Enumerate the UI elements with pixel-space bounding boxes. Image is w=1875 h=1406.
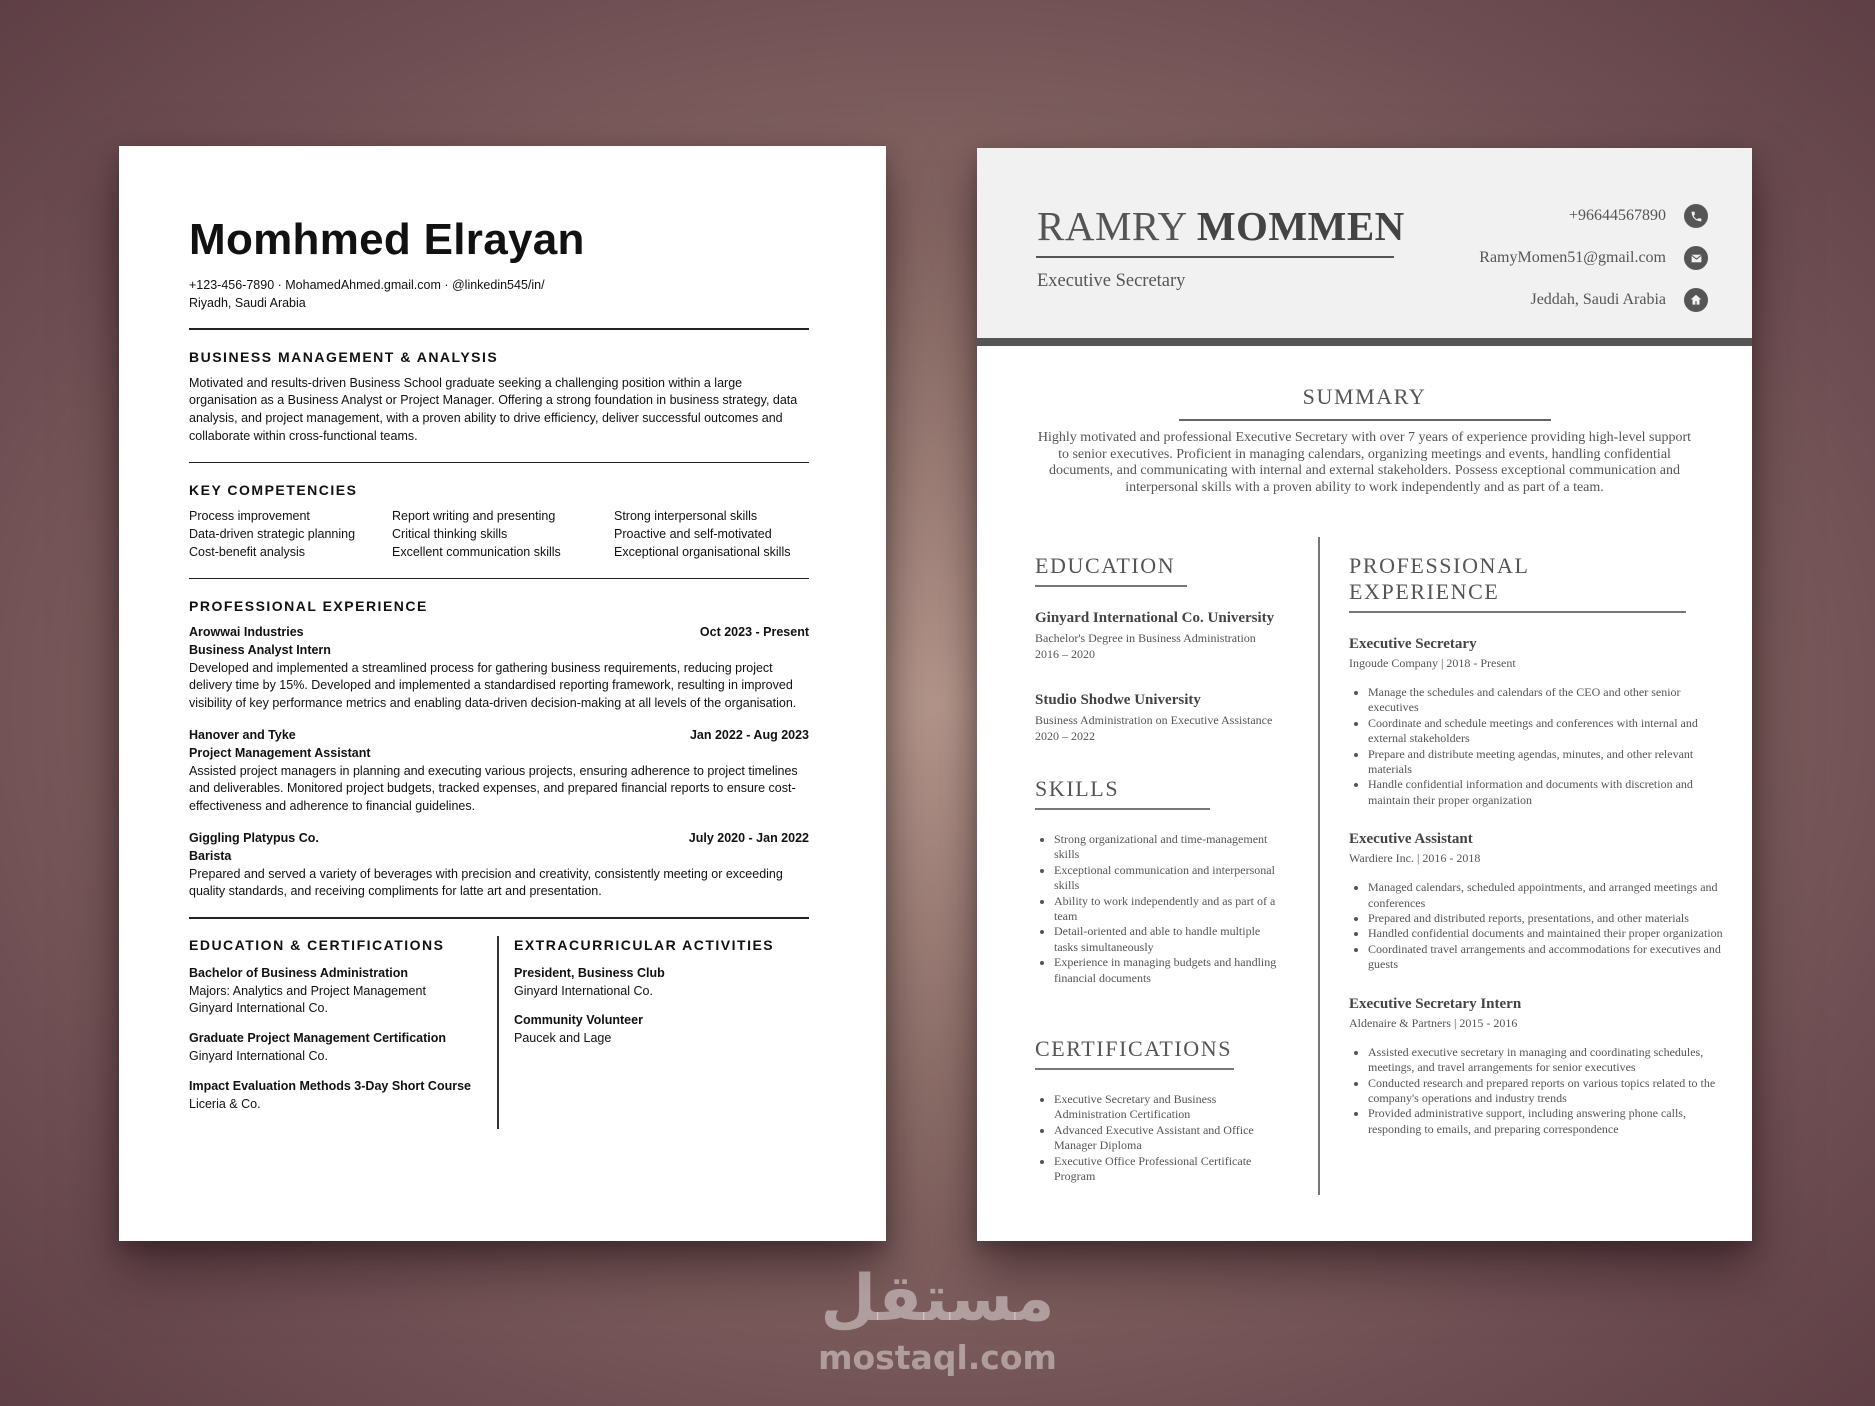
phone-number: +96644567890 bbox=[1568, 207, 1666, 224]
heading-underline bbox=[1035, 585, 1187, 587]
certification-item: • Executive Office Professional Certificate Program bbox=[1054, 1154, 1280, 1185]
contact-email bbox=[1479, 246, 1708, 270]
job-bullets bbox=[1349, 1045, 1729, 1137]
mail-icon bbox=[1684, 246, 1708, 270]
resume-header bbox=[977, 148, 1752, 338]
competency: Cost-benefit analysis bbox=[189, 544, 306, 559]
last-name: MOMMEN bbox=[1196, 203, 1405, 249]
job-bullet: • Coordinated travel arrangements and accommodations for executives and guests bbox=[1368, 942, 1729, 973]
resume-right bbox=[977, 148, 1752, 1241]
competencies-grid bbox=[189, 508, 809, 561]
job-company: Wardiere Inc. | 2016 - 2018 bbox=[1349, 851, 1481, 866]
years: 2016 – 2020 bbox=[1035, 647, 1095, 661]
phone-icon bbox=[1684, 204, 1708, 228]
competency: Proactive and self-motivated bbox=[614, 526, 772, 541]
bottom-columns bbox=[189, 936, 809, 1129]
education-item bbox=[189, 1030, 497, 1066]
job-bullet: • Prepare and distribute meeting agendas, minutes, and other relevant materials bbox=[1368, 747, 1729, 778]
divider bbox=[189, 462, 809, 464]
education-item bbox=[1035, 610, 1305, 662]
skill-item: • Detail-oriented and able to handle multiple tasks simultaneously bbox=[1054, 924, 1280, 955]
job-entry bbox=[189, 727, 809, 816]
job-bullet: • Provided administrative support, including answering phone calls, responding to emails, and preparing correspondence bbox=[1368, 1106, 1729, 1137]
job-entry bbox=[1349, 996, 1729, 1137]
job-role: Barista bbox=[189, 848, 232, 863]
education-detail: Ginyard International Co. bbox=[189, 1048, 328, 1063]
heading-underline bbox=[1035, 1068, 1234, 1070]
job-dates: Oct 2023 - Present bbox=[699, 625, 809, 640]
contact-phone bbox=[1479, 204, 1708, 228]
school-name: Ginyard International Co. University bbox=[1035, 610, 1275, 626]
education-column bbox=[189, 936, 499, 1129]
email-address: RamyMomen51@gmail.com bbox=[1479, 249, 1666, 266]
school-name: Studio Shodwe University bbox=[1035, 692, 1201, 708]
job-bullet: • Managed calendars, scheduled appointments, and arranged meetings and conferences bbox=[1368, 880, 1729, 911]
job-description: Assisted project managers in planning and executing various projects, ensuring adherence to project timelines and deliverables. Monitored project budgets, tracked expenses, and prepared financial reports to ensure cost-effectiveness and adherence to financial guidelines. bbox=[189, 763, 798, 814]
job-entry bbox=[1349, 636, 1729, 808]
first-name: RAMRY bbox=[1037, 203, 1187, 249]
education-title: Bachelor of Business Administration bbox=[189, 965, 409, 980]
heading-underline bbox=[1349, 611, 1686, 613]
summary-text: Motivated and results-driven Business School graduate seeking a challenging position within a large organisation as a Business Analyst or Project Manager. Offering a strong foundation in business strategy, data analysis, and project management, with a proven ability to drive efficiency, deliver successful outcomes and collaborate within cross-functional teams. bbox=[189, 375, 798, 443]
competency: Process improvement bbox=[189, 509, 310, 524]
watermark-logo-latin: mostaql.com bbox=[818, 1338, 1057, 1377]
job-role: Business Analyst Intern bbox=[189, 642, 331, 657]
candidate-name bbox=[1037, 203, 1405, 249]
job-company: Hanover and Tyke bbox=[189, 728, 296, 743]
summary-section bbox=[977, 384, 1752, 496]
extracurricular-column bbox=[499, 936, 774, 1129]
skills-list bbox=[1035, 832, 1280, 986]
activity-item bbox=[514, 965, 774, 1001]
skill-item: • Ability to work independently and as part of a team bbox=[1054, 894, 1280, 925]
right-column bbox=[1349, 553, 1729, 1137]
job-bullet: • Manage the schedules and calendars of the CEO and other senior executives bbox=[1368, 685, 1729, 716]
education-detail: Majors: Analytics and Project Management bbox=[189, 983, 426, 998]
job-bullet: • Handled confidential documents and maintained their proper organization bbox=[1368, 926, 1729, 941]
job-company: Arowwai Industries bbox=[189, 625, 304, 640]
activity-detail: Paucek and Lage bbox=[514, 1031, 612, 1046]
section-heading-extracurricular: EXTRACURRICULAR ACTIVITIES bbox=[514, 936, 775, 953]
job-bullets bbox=[1349, 685, 1729, 808]
section-heading-competencies: KEY COMPETENCIES bbox=[189, 482, 358, 499]
job-bullet: • Handle confidential information and documents with discretion and maintain their proper organization bbox=[1368, 777, 1729, 808]
job-bullet: • Assisted executive secretary in managing and coordinating schedules, meetings, and travel arrangements for senior executives bbox=[1368, 1045, 1729, 1076]
education-title: Impact Evaluation Methods 3-Day Short Course bbox=[189, 1078, 471, 1093]
section-heading-experience: PROFESSIONAL EXPERIENCE bbox=[1349, 553, 1529, 604]
skill-item: • Strong organizational and time-management skills bbox=[1054, 832, 1280, 863]
contact-line-2: Riyadh, Saudi Arabia bbox=[189, 296, 306, 310]
job-role: Project Management Assistant bbox=[189, 745, 371, 760]
job-dates: July 2020 - Jan 2022 bbox=[688, 831, 809, 846]
skill-item: • Experience in managing budgets and handling financial documents bbox=[1054, 955, 1280, 986]
education-title: Graduate Project Management Certification bbox=[189, 1031, 447, 1046]
header-band bbox=[977, 338, 1752, 346]
certifications-list bbox=[1035, 1092, 1280, 1184]
column-divider bbox=[1318, 537, 1320, 1195]
section-heading-education: EDUCATION bbox=[1035, 553, 1176, 578]
candidate-name: Momhmed Elrayan bbox=[189, 215, 585, 264]
name-underline bbox=[1036, 256, 1394, 258]
section-heading-summary: BUSINESS MANAGEMENT & ANALYSIS bbox=[189, 348, 499, 365]
summary-underline bbox=[1179, 419, 1551, 421]
heading-underline bbox=[1035, 808, 1210, 810]
activity-item bbox=[514, 1012, 774, 1048]
section-heading-education: EDUCATION & CERTIFICATIONS bbox=[189, 936, 445, 953]
job-title: Executive Secretary bbox=[1349, 636, 1477, 652]
education-item bbox=[189, 965, 497, 1018]
section-heading-summary: SUMMARY bbox=[1302, 384, 1427, 409]
education-item bbox=[189, 1078, 497, 1114]
job-description: Developed and implemented a streamlined process for gathering business requirements, reducing project delivery time by 15%. Developed and implemented a standardised reporting framework, resulting in improved visibility of key performance metrics and enabling data-driven decision-making at all levels of the organisation. bbox=[189, 660, 797, 711]
job-description: Prepared and served a variety of beverages with precision and creativity, consistently meeting or exceeding quality standards, and receiving compliments for latte art and presentation. bbox=[189, 866, 783, 899]
job-company: Aldenaire & Partners | 2015 - 2016 bbox=[1349, 1015, 1518, 1030]
job-bullet: • Prepared and distributed reports, presentations, and other materials bbox=[1368, 911, 1729, 926]
competency: Strong interpersonal skills bbox=[614, 509, 758, 524]
contact-location bbox=[1479, 288, 1708, 312]
resume-left bbox=[119, 146, 886, 1241]
left-column bbox=[1035, 553, 1305, 1185]
job-title: Executive Secretary bbox=[1037, 271, 1186, 291]
education-detail: Ginyard International Co. bbox=[189, 1001, 328, 1016]
section-heading-skills: SKILLS bbox=[1035, 776, 1120, 801]
activity-detail: Ginyard International Co. bbox=[514, 983, 653, 998]
job-entry bbox=[189, 830, 809, 901]
contact-line-1: +123-456-7890 · MohamedAhmed.gmail.com · @linkedin545/in/ bbox=[189, 278, 545, 292]
job-entry bbox=[1349, 831, 1729, 972]
job-title: Executive Assistant bbox=[1349, 831, 1473, 848]
competency: Critical thinking skills bbox=[392, 526, 508, 541]
job-title: Executive Secretary Intern bbox=[1349, 995, 1522, 1012]
activity-title: Community Volunteer bbox=[514, 1013, 643, 1028]
competency: Excellent communication skills bbox=[392, 544, 561, 559]
competency: Data-driven strategic planning bbox=[189, 526, 356, 541]
contact-list bbox=[1479, 204, 1708, 330]
location: Jeddah, Saudi Arabia bbox=[1530, 291, 1666, 308]
education-detail: Liceria & Co. bbox=[189, 1096, 261, 1111]
section-heading-certifications: CERTIFICATIONS bbox=[1035, 1036, 1233, 1062]
job-bullets bbox=[1349, 880, 1729, 972]
summary-text: Highly motivated and professional Executive Secretary with over 7 years of experience providing high-level support to senior executives. Proficient in managing calendars, organizing meetings and events, handling confidential documents, and communicating with internal and external stakeholders. Possess exceptional communication and interpersonal skills with a proven ability to work independently and as part of a team. bbox=[1037, 430, 1692, 495]
competency: Exceptional organisational skills bbox=[614, 544, 791, 559]
home-icon bbox=[1684, 288, 1708, 312]
job-company: Giggling Platypus Co. bbox=[189, 831, 319, 846]
years: 2020 – 2022 bbox=[1035, 729, 1095, 743]
divider bbox=[189, 328, 809, 330]
competency: Report writing and presenting bbox=[392, 509, 556, 524]
skill-item: • Exceptional communication and interpersonal skills bbox=[1054, 863, 1280, 894]
job-dates: Jan 2022 - Aug 2023 bbox=[689, 728, 809, 743]
contact-info bbox=[189, 276, 809, 312]
education-item bbox=[1035, 692, 1305, 744]
job-bullet: • Coordinate and schedule meetings and conferences with internal and external stakeholders bbox=[1368, 716, 1729, 747]
section-heading-experience: PROFESSIONAL EXPERIENCE bbox=[189, 598, 428, 615]
job-bullet: • Conducted research and prepared reports on various topics related to the company's operations and industry trends bbox=[1368, 1076, 1729, 1107]
job-entry bbox=[189, 624, 809, 713]
watermark-logo-arabic: مستقل bbox=[820, 1262, 1055, 1336]
certification-item: • Advanced Executive Assistant and Office Manager Diploma bbox=[1054, 1123, 1280, 1154]
degree: Business Administration on Executive Assistance bbox=[1035, 713, 1273, 727]
certification-item: • Executive Secretary and Business Administration Certification bbox=[1054, 1092, 1280, 1123]
degree: Bachelor's Degree in Business Administration bbox=[1035, 631, 1256, 645]
divider bbox=[189, 917, 809, 919]
divider bbox=[189, 578, 809, 580]
activity-title: President, Business Club bbox=[514, 965, 665, 980]
job-company: Ingoude Company | 2018 - Present bbox=[1349, 656, 1516, 670]
